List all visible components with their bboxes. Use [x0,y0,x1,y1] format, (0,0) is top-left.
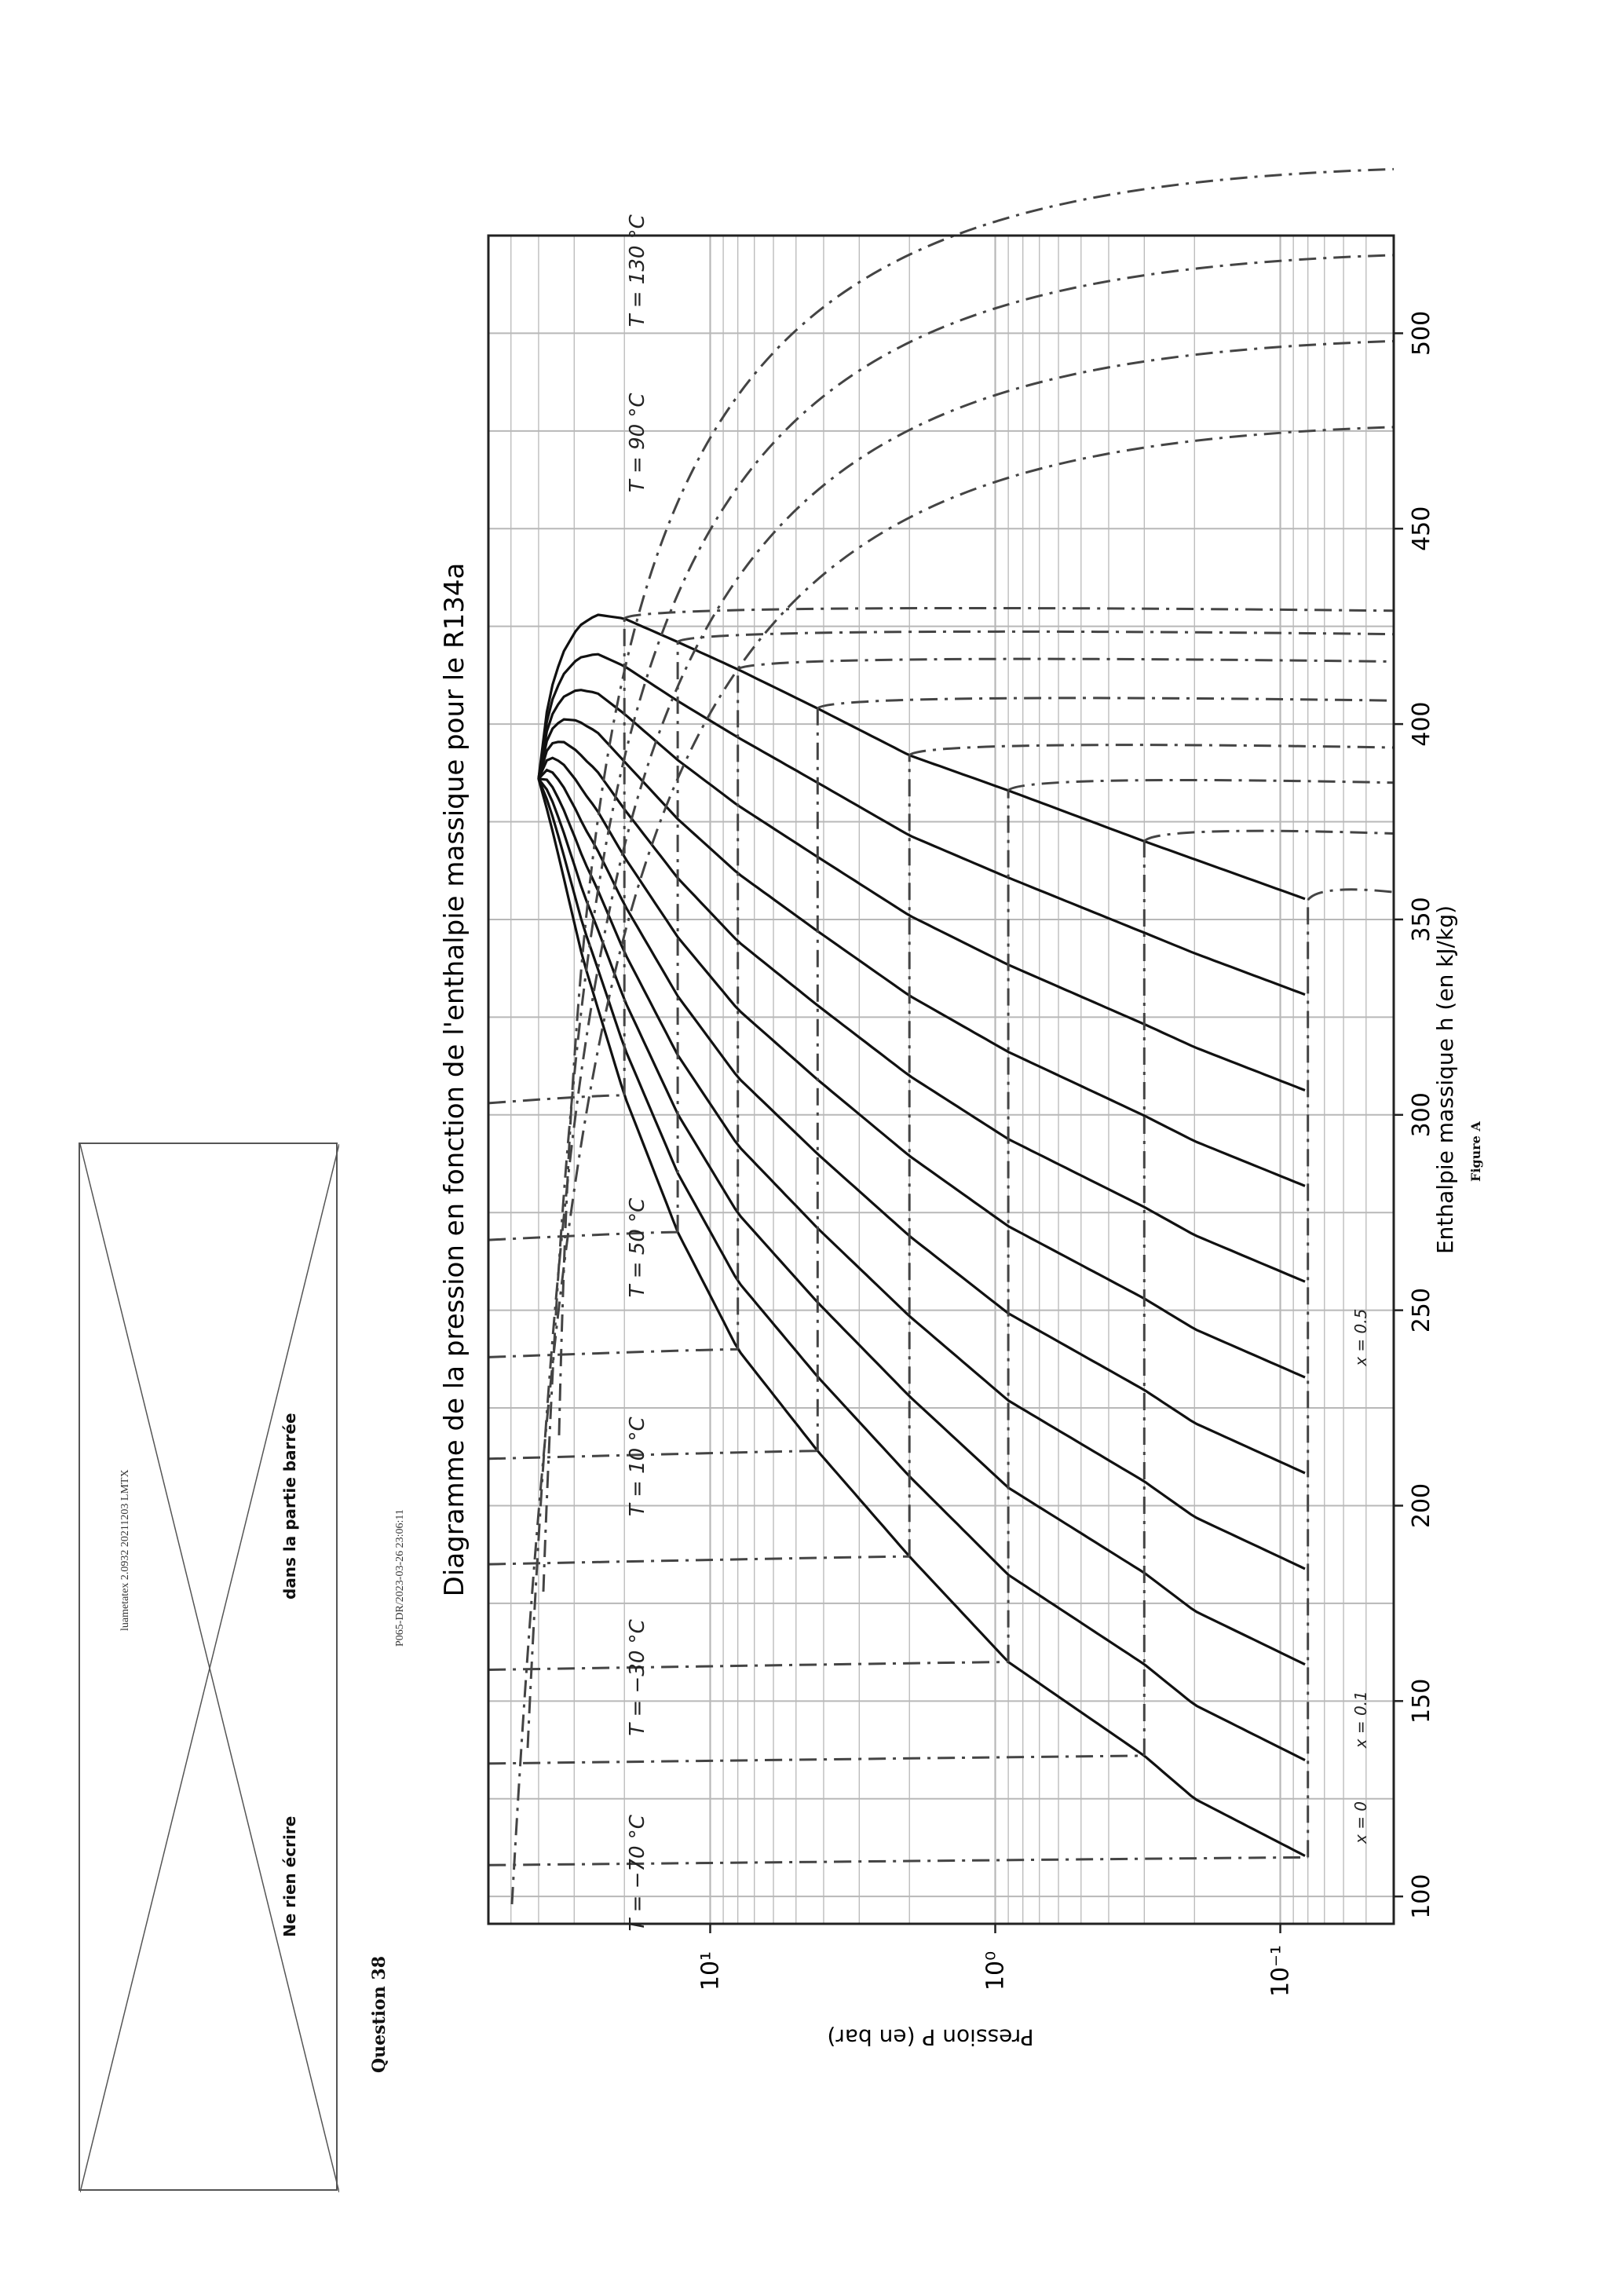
y-tick-label: 10⁻¹ [1267,1944,1295,1998]
y-tick-label: 10¹ [696,1951,725,1991]
quality-curve [539,654,1305,994]
y-tick-label: 10⁰ [981,1951,1010,1991]
figure-caption: Figure A [1468,1121,1483,1182]
quality-curve [539,779,1305,1760]
x-tick-label: 100 [1408,1874,1435,1919]
x-tick-label: 150 [1408,1678,1435,1724]
warning-left: Ne rien écrire [280,1815,299,1937]
isotherm-label: T = 50 °C [626,1197,649,1298]
chart-title: Diagramme de la pression en fonction de l'enthalpie massique pour le R134a [439,562,470,1597]
x-tick-label: 500 [1408,310,1435,356]
meta-right: P065-DR/2023-03-26 23:06:11 [394,1509,406,1647]
isotherm [543,255,1394,1592]
x-tick-label: 300 [1408,1092,1435,1138]
quality-label: x = 0.5 [1351,1308,1370,1366]
isotherm-label: T = −70 °C [626,1815,649,1932]
quality-curve [539,770,1305,1473]
saturation-curves [539,615,1370,1856]
isotherm-label: T = −30 °C [626,1619,649,1736]
quality-curve [539,779,1305,1569]
x-tick-label: 250 [1408,1288,1435,1333]
x-tick-label: 350 [1408,897,1435,942]
isotherm [528,341,1394,1748]
x-tick-label: 450 [1408,506,1435,551]
x-tick-label: 400 [1408,701,1435,747]
quality-label: x = 0.1 [1351,1691,1370,1749]
isotherm-label: T = 10 °C [626,1417,649,1517]
y-axis-label: Pression P (en bar) [827,2024,1034,2050]
quality-curve [539,742,1305,1281]
x-tick-label: 200 [1408,1483,1435,1529]
isotherm-label: T = 130 °C [626,214,649,327]
quality-label: x = 0 [1351,1801,1370,1844]
meta-left: luametatex 2.0932 20211203 LMTX [119,1469,131,1631]
quality-curve [539,758,1305,1377]
question-label: Question 38 [369,1955,389,2073]
quality-curve [539,779,1305,1856]
x-axis-label: Enthalpie massique h (en kJ/kg) [1432,905,1458,1255]
warning-right: dans la partie barrée [280,1413,299,1600]
isotherm-label: T = 90 °C [626,393,649,493]
quality-curve [539,779,1305,1665]
